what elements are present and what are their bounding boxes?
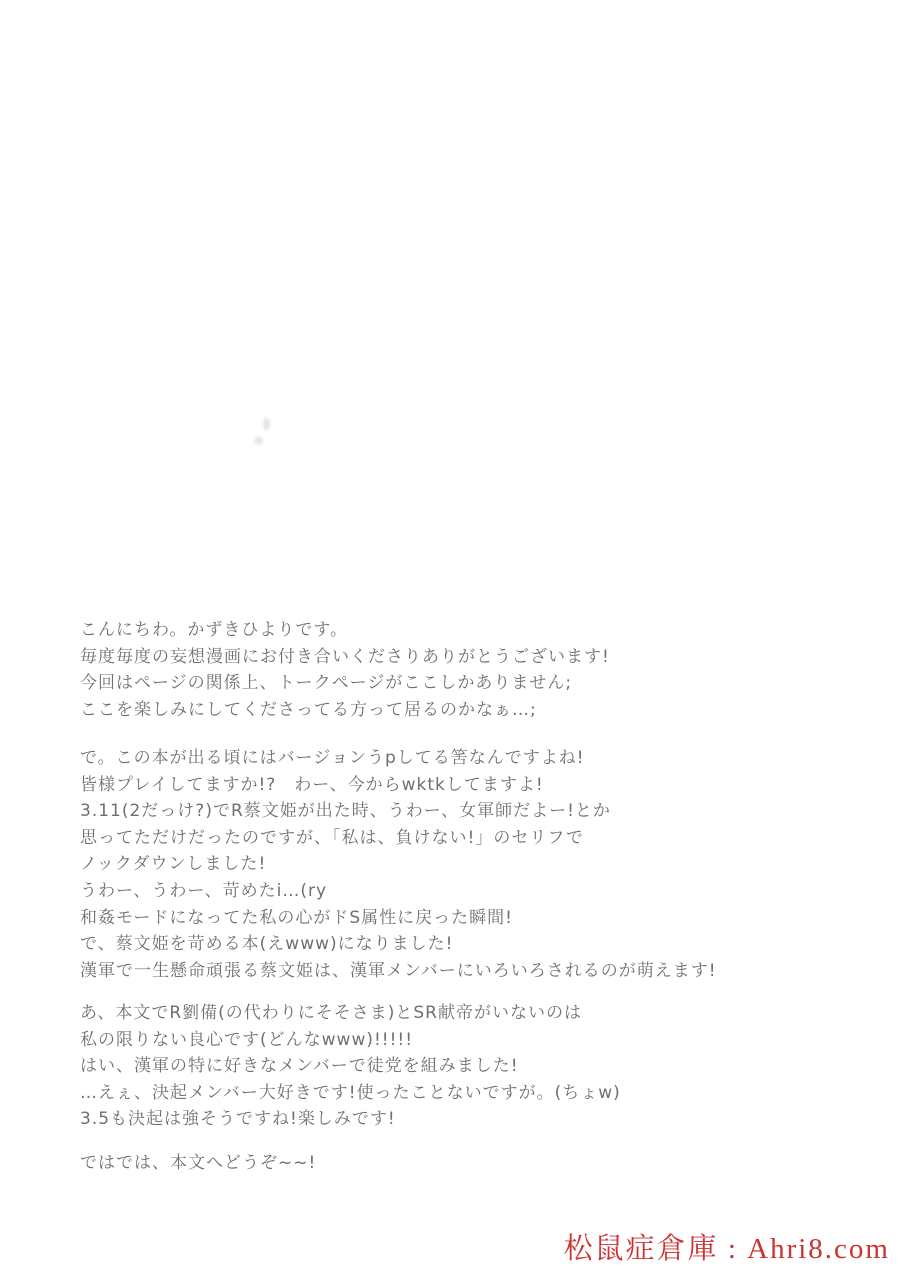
afterword-line: で。この本が出る頃にはバージョンうpしてる筈なんですよね!	[80, 748, 585, 768]
afterword-line: 皆様プレイしてますか!? わー、今からwktkしてますよ!	[80, 774, 544, 795]
scan-smudge	[254, 437, 263, 444]
afterword-line: ノックダウンしました!	[80, 854, 267, 875]
afterword-line: 私の限りない良心です(どんなwww)!!!!!	[80, 1029, 414, 1050]
afterword-line: で、蔡文姫を苛める本(えwww)になりました!	[80, 934, 454, 955]
afterword-paragraph	[80, 617, 610, 723]
afterword-line: 今回はページの関係上、トークページがここしかありません;	[80, 673, 573, 694]
afterword-line: 漢軍で一生懸命頑張る蔡文姫は、漢軍メンバーにいろいろされるのが萌えます!	[80, 960, 717, 981]
afterword-line: こんにちわ。かずきひよりです。	[80, 620, 348, 640]
afterword-line: 和姦モードになってた私の心がドS属性に戻った瞬間!	[80, 907, 513, 928]
afterword-line: 3.11(2だっけ?)でR蔡文姫が出た時、うわー、女軍師だよー!とか	[80, 801, 611, 822]
afterword-line: 思ってただけだったのですが、「私は、負けない!」のセリフで	[80, 827, 584, 848]
afterword-line: ではでは、本文へどうぞ~~!	[80, 1153, 317, 1173]
afterword-line: ここを楽しみにしてくださってる方って居るのかなぁ…;	[80, 699, 537, 720]
scan-smudge	[263, 418, 270, 430]
afterword-paragraph	[80, 1000, 621, 1133]
afterword-paragraph	[80, 1150, 316, 1177]
afterword-line: あ、本文でR劉備(の代わりにそそさま)とSR献帝がいないのは	[80, 1003, 582, 1023]
afterword-paragraph	[80, 745, 717, 984]
watermark: 松鼠症倉庫 : Ahri8.com	[563, 1233, 890, 1265]
afterword-line: …えぇ、決起メンバー大好きです!使ったことないですが。(ちょw)	[80, 1082, 621, 1103]
afterword-line: はい、漢軍の特に好きなメンバーで徒党を組みました!	[80, 1056, 519, 1077]
afterword-line: うわー、うわー、苛めたi…(ry	[80, 880, 328, 901]
afterword-line: 毎度毎度の妄想漫画にお付き合いくださりありがとうございます!	[80, 646, 610, 667]
afterword-line: 3.5も決起は強そうですね!楽しみです!	[80, 1109, 396, 1130]
